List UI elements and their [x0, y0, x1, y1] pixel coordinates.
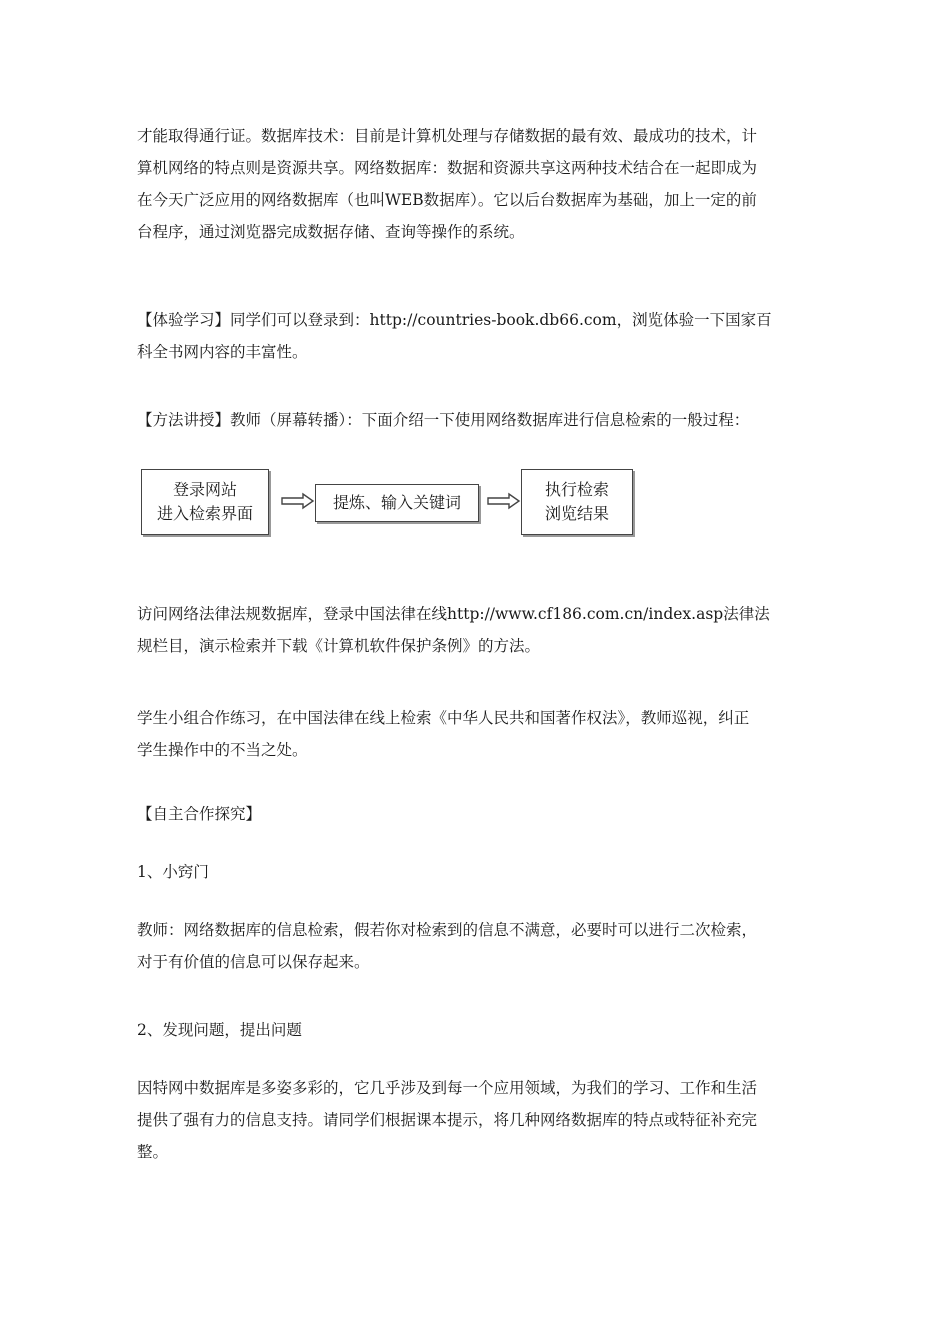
text-line: 1、小窍门	[137, 863, 209, 881]
flow-step-text: 浏览结果	[544, 504, 609, 523]
flow-arrow-1	[281, 492, 315, 510]
flow-step-text: 提炼、输入关键词	[332, 493, 461, 512]
flow-step-keyword	[315, 484, 479, 522]
text-line: 教师：网络数据库的信息检索，假若你对检索到的信息不满意，必要时可以进行二次检索，	[137, 921, 758, 939]
flow-step-text: 登录网站	[172, 480, 237, 499]
text-line: 因特网中数据库是多姿多彩的，它几乎涉及到每一个应用领域，为我们的学习、工作和生活	[137, 1079, 758, 1097]
paragraph-group-practice	[137, 702, 813, 766]
text-line: 在今天广泛应用的网络数据库（也叫WEB数据库）。它以后台数据库为基础，加上一定的前	[137, 191, 757, 209]
flow-arrow-2	[487, 492, 521, 510]
section-heading-cooperative-inquiry	[137, 798, 813, 830]
text-line: 规栏目，演示检索并下载《计算机软件保护条例》的方法。	[137, 637, 541, 655]
text-line: 学生操作中的不当之处。	[137, 741, 308, 759]
text-line: 访问网络法律法规数据库，登录中国法律在线http://www.cf186.com.cn/index.asp法律法	[137, 605, 770, 623]
paragraph-experience-learning	[137, 304, 813, 368]
paragraph-internet-databases	[137, 1072, 813, 1168]
subheading-find-problems	[137, 1014, 813, 1046]
flow-step-login	[141, 469, 269, 535]
text-line: 整。	[137, 1143, 169, 1161]
text-line: 科全书网内容的丰富性。	[137, 343, 308, 361]
paragraph-law-database	[137, 598, 813, 662]
text-line: 算机网络的特点则是资源共享。网络数据库：数据和资源共享这两种技术结合在一起即成为	[137, 159, 758, 177]
paragraph-method-teaching	[137, 404, 813, 436]
text-line: 对于有价值的信息可以保存起来。	[137, 953, 370, 971]
flow-step-execute	[521, 469, 633, 535]
text-line: 2、发现问题，提出问题	[137, 1021, 302, 1039]
subheading-tips	[137, 856, 813, 888]
text-line: 提供了强有力的信息支持。请同学们根据课本提示，将几种网络数据库的特点或特征补充完	[137, 1111, 758, 1129]
paragraph-teacher-tips	[137, 914, 813, 978]
text-line: 【体验学习】同学们可以登录到：http://countries-book.db66.com，浏览体验一下国家百	[137, 311, 772, 329]
text-line: 学生小组合作练习，在中国法律在线上检索《中华人民共和国著作权法》，教师巡视，纠正	[137, 709, 750, 727]
retrieval-process-diagram	[137, 466, 637, 538]
paragraph-database-intro	[137, 120, 813, 248]
text-line: 【自主合作探究】	[137, 805, 262, 823]
flow-step-text: 进入检索界面	[156, 504, 253, 523]
text-line: 台程序，通过浏览器完成数据存储、查询等操作的系统。	[137, 223, 525, 241]
text-line: 【方法讲授】教师（屏幕转播）：下面介绍一下使用网络数据库进行信息检索的一般过程：	[137, 411, 750, 429]
flow-step-text: 执行检索	[544, 480, 609, 499]
text-line: 才能取得通行证。数据库技术：目前是计算机处理与存储数据的最有效、最成功的技术，计	[137, 127, 758, 145]
